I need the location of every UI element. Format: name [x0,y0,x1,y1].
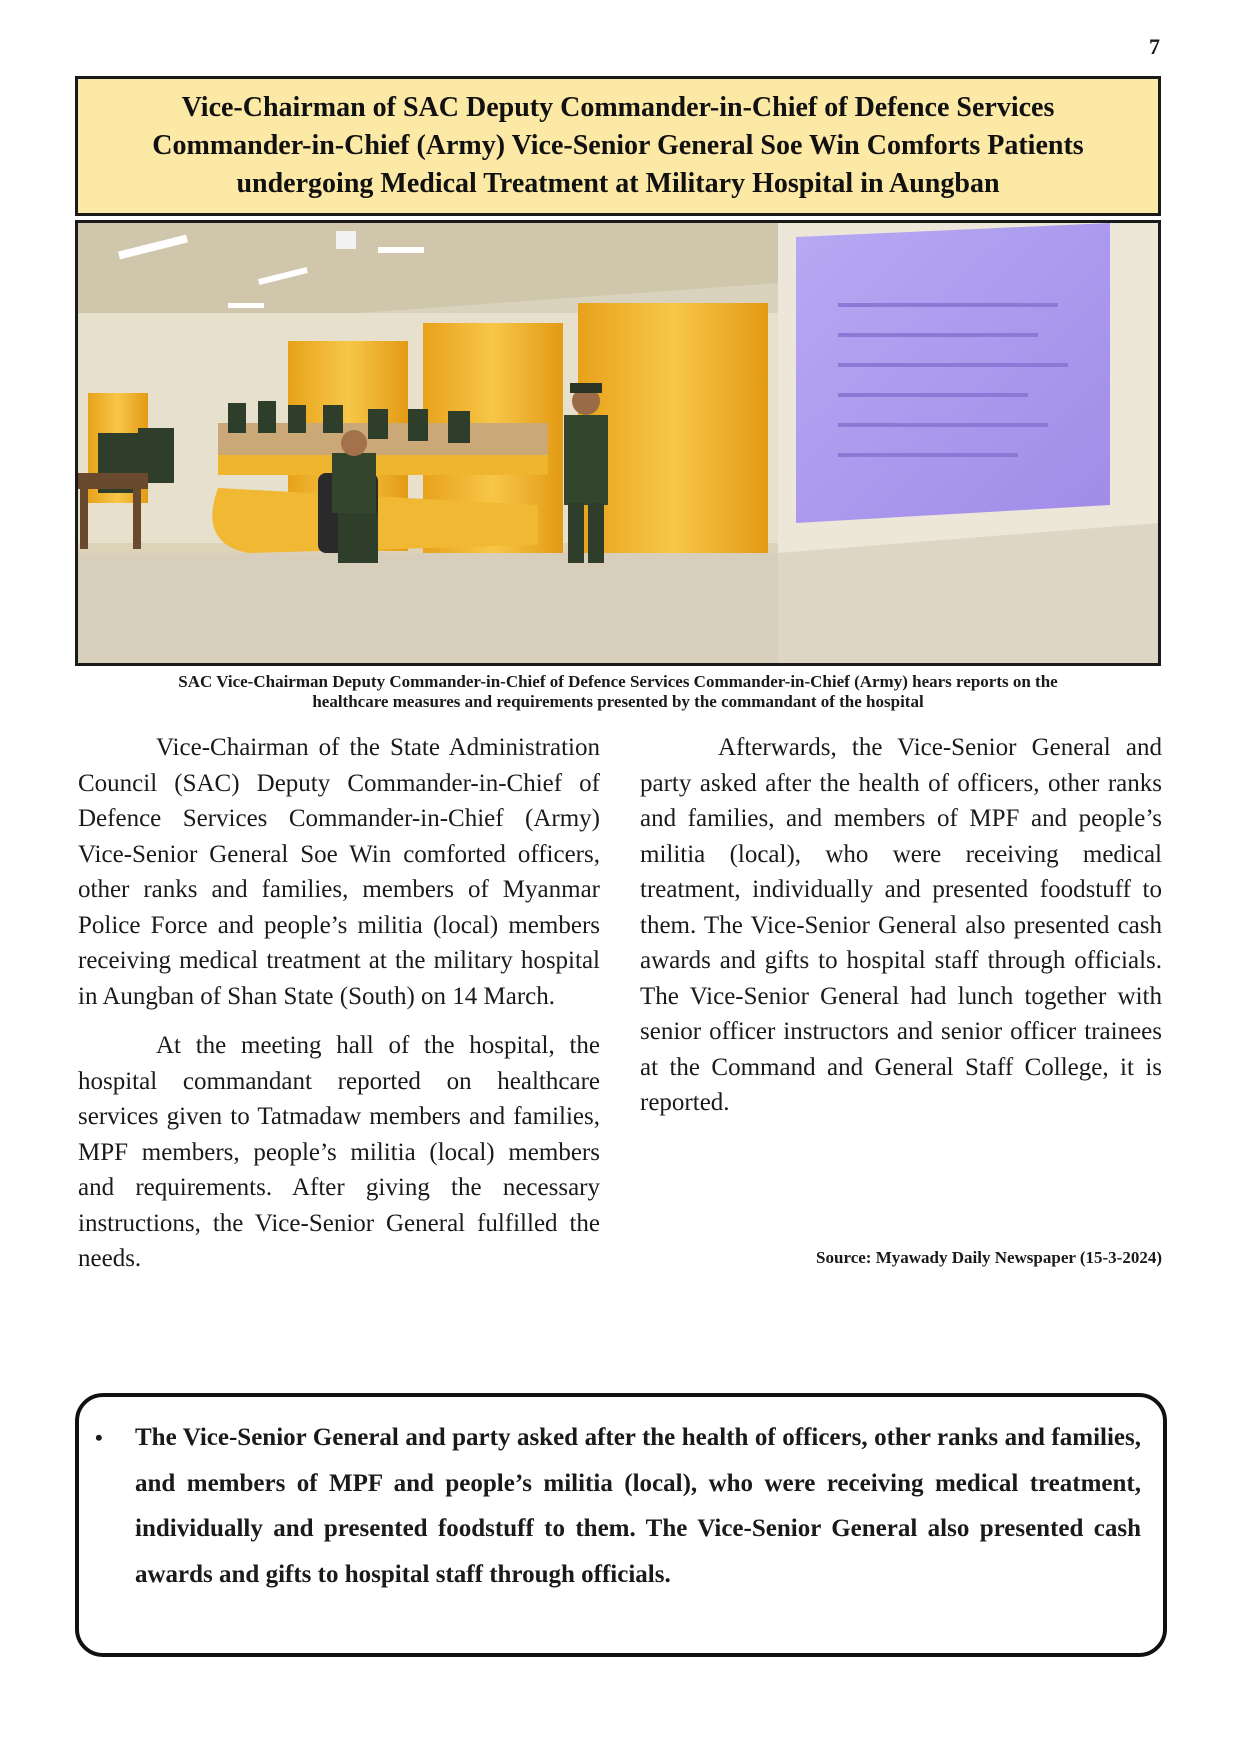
highlight-item [95,1415,1141,1597]
photo-caption [75,672,1161,712]
meeting-hall-photo [78,223,1158,663]
photo-caption-line-1: SAC Vice-Chairman Deputy Commander-in-Chief of Defence Services Commander-in-Chief (Army) hears reports on the [178,672,1058,691]
article-column-left [78,730,600,1291]
photo-caption-line-2: healthcare measures and requirements presented by the commandant of the hospital [312,692,924,711]
highlight-text: The Vice-Senior General and party asked after the health of officers, other ranks and families, and members of MPF and people’s militia (local), who were receiving medical treatment, individually and presented foodstuff to them. The Vice-Senior General also presented cash awards and gifts to hospital staff through officials. [135,1424,1141,1588]
headline-line-2: Commander-in-Chief (Army) Vice-Senior General Soe Win Comforts Patients [152,130,1084,161]
headline-line-1: Vice-Chairman of SAC Deputy Commander-in-Chief of Defence Services [181,92,1055,123]
article-paragraph: Vice-Chairman of the State Administration Council (SAC) Deputy Commander-in-Chief of Defence Services Commander-in-Chief (Army) Vice-Senior General Soe Win comforted officers, other ranks and families, members of Myanmar Police Force and people’s militia (local) members receiving medical treatment at the military hospital in Aungban of Shan State (South) on 14 March. [78,734,600,1010]
article-paragraph: Afterwards, the Vice-Senior General and party asked after the health of officers, other ranks and families, and members of MPF and people’s militia (local), who were receiving medical treatment, individually and presented foodstuff to them. The Vice-Senior General also presented cash awards and gifts to hospital staff through officials. The Vice-Senior General had lunch together with senior officer instructors and senior officer trainees at the Command and General Staff College, it is reported. [640,734,1162,1116]
article-column-right [640,730,1162,1135]
highlight-box [75,1393,1167,1657]
headline-line-3: undergoing Medical Treatment at Military Hospital in Aungban [236,168,1000,199]
article-source: Source: Myawady Daily Newspaper (15-3-2024) [816,1248,1162,1267]
highlight-list [95,1415,1141,1597]
headline-box [75,76,1161,216]
article-paragraph: At the meeting hall of the hospital, the hospital commandant reported on healthcare services given to Tatmadaw members and families, MPF members, people’s militia (local) members and requirements. After giving the necessary instructions, the Vice-Senior General fulfilled the needs. [78,1032,600,1272]
bullet-icon: • [95,1425,103,1450]
page-number: 7 [1149,34,1160,59]
article-photo [75,220,1161,666]
